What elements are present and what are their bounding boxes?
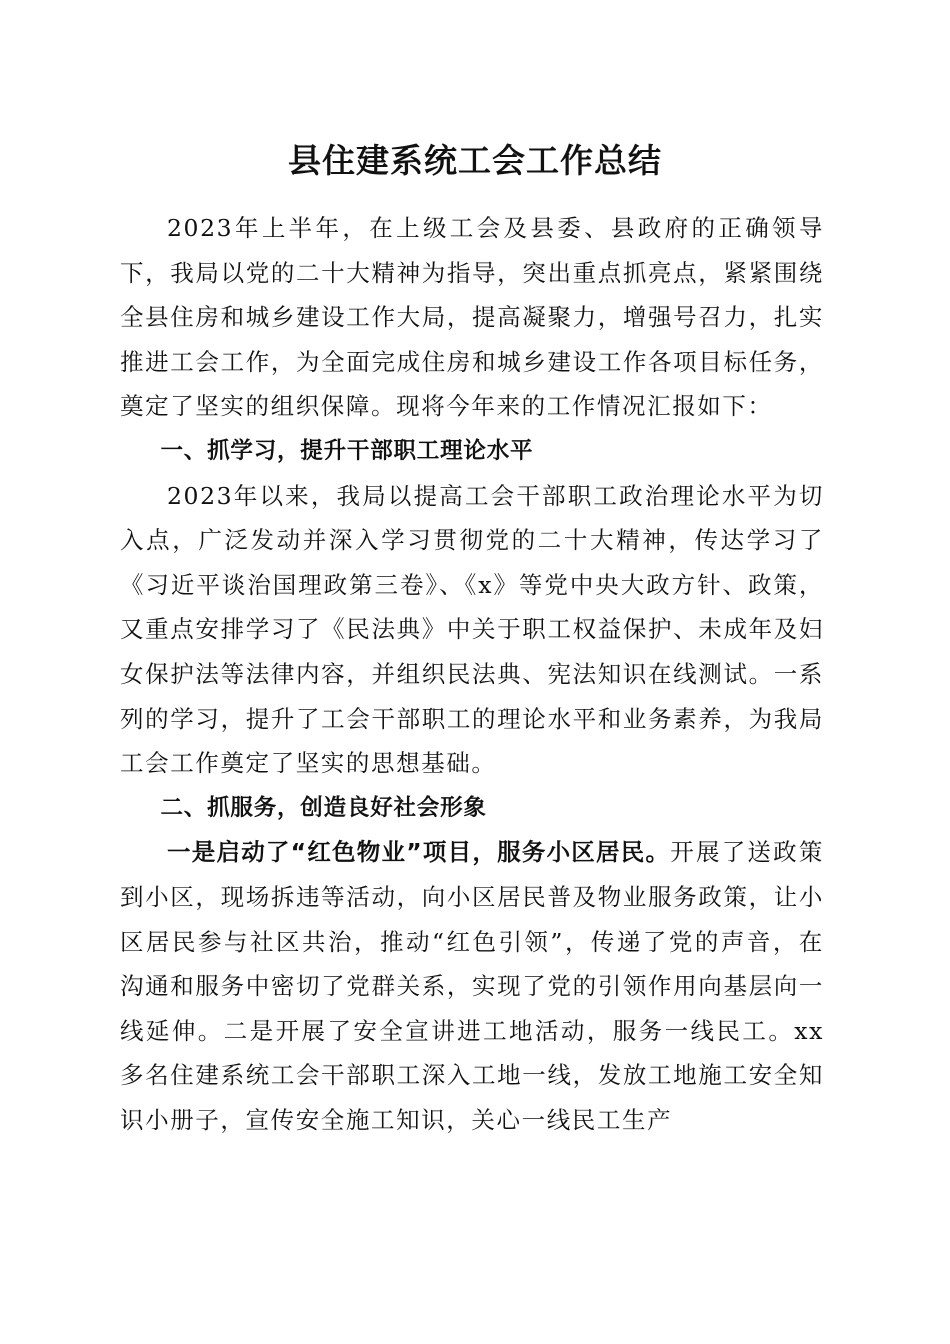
- section-2-text: 开展了送政策到小区，现场拆违等活动，向小区居民普及物业服务政策，让小区居民参与社区共治，推动“红色引领”，传递了党的声音，在沟通和服务中密切了党群关系，实现了党的引领作用向基层向一线延伸。二是开展了安全宣讲进工地活动，服务一线民工。xx多名住建系统工会干部职工深入工地一线，发放工地施工安全知识小册子，宣传安全施工知识，关心一线民工生产: [120, 838, 824, 1134]
- document-title: 县住建系统工会工作总结: [288, 141, 662, 180]
- section-2-paragraph: [120, 830, 824, 1142]
- section-1-paragraph: 2023年以来，我局以提高工会干部职工政治理论水平为切入点，广泛发动并深入学习贯彻党的二十大精神，传达学习了《习近平谈治国理政第三卷》、《x》等党中央大政方针、政策，又重点安排学习了《民法典》中关于职工权益保护、未成年及妇女保护法等法律内容，并组织民法典、宪法知识在线测试。一系列的学习，提升了工会干部职工的理论水平和业务素养，为我局工会工作奠定了坚实的思想基础。: [120, 481, 824, 778]
- document-body: [120, 206, 824, 1142]
- section-2-lead: 一是启动了“红色物业”项目，服务小区居民。: [167, 838, 671, 867]
- intro-paragraph: 2023年上半年，在上级工会及县委、县政府的正确领导下，我局以党的二十大精神为指导，突出重点抓亮点，紧紧围绕全县住房和城乡建设工作大局，提高凝聚力，增强号召力，扎实推进工会工作，为全面完成住房和城乡建设工作各项目标任务，奠定了坚实的组织保障。现将今年来的工作情况汇报如下：: [120, 214, 824, 421]
- section-2-heading: 二、抓服务，创造良好社会形象: [160, 794, 487, 821]
- section-1-heading: 一、抓学习，提升干部职工理论水平: [160, 437, 534, 464]
